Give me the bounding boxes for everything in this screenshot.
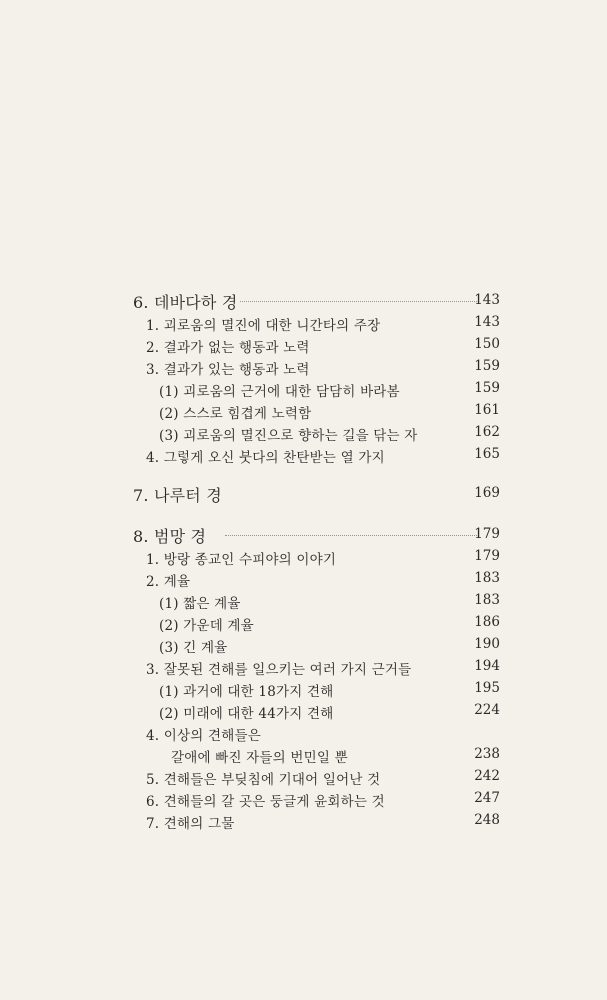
toc-page-number: 150 (474, 336, 500, 352)
toc-page-number: 195 (474, 680, 500, 696)
toc-subentry (0, 592, 607, 614)
toc-entry-title: (1) 괴로움의 근거에 대한 담담히 바라봄 (159, 384, 400, 400)
toc-page-number: 238 (474, 746, 500, 762)
toc-page-number: 224 (474, 702, 500, 718)
toc-entry-title: 4. 이상의 견해들은 (146, 728, 261, 744)
toc-entry (0, 358, 607, 380)
toc-page-number: 242 (474, 768, 500, 784)
toc-chapter-8 (0, 524, 607, 546)
toc-chapter-title: 7. 나루터 경 (133, 486, 222, 505)
toc-page-number: 143 (474, 292, 500, 308)
toc-entry (0, 790, 607, 812)
toc-entry (0, 658, 607, 680)
toc-page-number: 143 (474, 314, 500, 330)
toc-entry-title: 2. 결과가 없는 행동과 노력 (146, 340, 310, 356)
toc-page-number: 194 (474, 658, 500, 674)
toc-subentry (0, 680, 607, 702)
toc-subentry (0, 424, 607, 446)
toc-entry-title: 1. 괴로움의 멸진에 대한 니간타의 주장 (146, 318, 381, 334)
toc-subentry (0, 636, 607, 658)
toc-subentry (0, 702, 607, 724)
toc-entry-title: (3) 긴 계율 (159, 640, 228, 656)
toc-entry (0, 768, 607, 790)
toc-entry (0, 336, 607, 358)
toc-page-number: 186 (474, 614, 500, 630)
toc-entry (0, 314, 607, 336)
toc-page-number: 183 (474, 570, 500, 586)
toc-page-number: 179 (474, 548, 500, 564)
toc-entry-title: (2) 미래에 대한 44가지 견해 (159, 706, 334, 722)
toc-entry (0, 724, 607, 746)
toc-chapter-title: 6. 데바다하 경 (133, 293, 238, 312)
toc-page-number: 190 (474, 636, 500, 652)
toc-subentry (0, 614, 607, 636)
toc-page-number: 248 (474, 812, 500, 828)
toc-chapter-title: 8. 범망 경 (133, 527, 207, 546)
toc-entry-title: (1) 과거에 대한 18가지 견해 (159, 684, 334, 700)
toc-page-number: 169 (474, 485, 500, 501)
toc-entry-title: 3. 잘못된 견해를 일으키는 여러 가지 근거들 (146, 662, 412, 678)
toc-entry-title: 1. 방랑 종교인 수피야의 이야기 (146, 552, 337, 568)
toc-entry-title: 갈애에 빠진 자들의 번민일 뿐 (171, 750, 348, 766)
dot-leader (240, 301, 477, 302)
toc-entry-title: (1) 짧은 계율 (159, 596, 241, 612)
toc-entry (0, 548, 607, 570)
dot-leader (225, 535, 477, 536)
toc-page-number: 247 (474, 790, 500, 806)
toc-entry-title: (2) 스스로 힘겹게 노력함 (159, 406, 312, 422)
toc-page-number: 161 (474, 402, 500, 418)
toc-entry (0, 570, 607, 592)
toc-chapter-6 (0, 290, 607, 312)
toc-page-number: 159 (474, 358, 500, 374)
toc-page-number: 179 (474, 526, 500, 542)
toc-entry (0, 812, 607, 834)
toc-page-number: 165 (474, 446, 500, 462)
toc-entry-title: (3) 괴로움의 멸진으로 향하는 길을 닦는 자 (159, 428, 418, 444)
toc-entry (0, 446, 607, 468)
toc-entry-title: 2. 계율 (146, 574, 191, 590)
toc-entry-title: (2) 가운데 계율 (159, 618, 254, 634)
toc-subentry (0, 402, 607, 424)
toc-entry-title: 4. 그렇게 오신 붓다의 찬탄받는 열 가지 (146, 450, 385, 466)
toc-subentry (0, 380, 607, 402)
toc-page-number: 162 (474, 424, 500, 440)
toc-entry-title: 6. 견해들의 갈 곳은 둥글게 윤회하는 것 (146, 794, 385, 810)
toc-chapter-7 (0, 483, 607, 505)
toc-entry-continuation (0, 746, 607, 768)
toc-entry-title: 3. 결과가 있는 행동과 노력 (146, 362, 310, 378)
toc-entry-title: 5. 견해들은 부딪침에 기대어 일어난 것 (146, 772, 381, 788)
toc-page-number: 159 (474, 380, 500, 396)
toc-page-number: 183 (474, 592, 500, 608)
toc-entry-title: 7. 견해의 그물 (146, 816, 235, 832)
